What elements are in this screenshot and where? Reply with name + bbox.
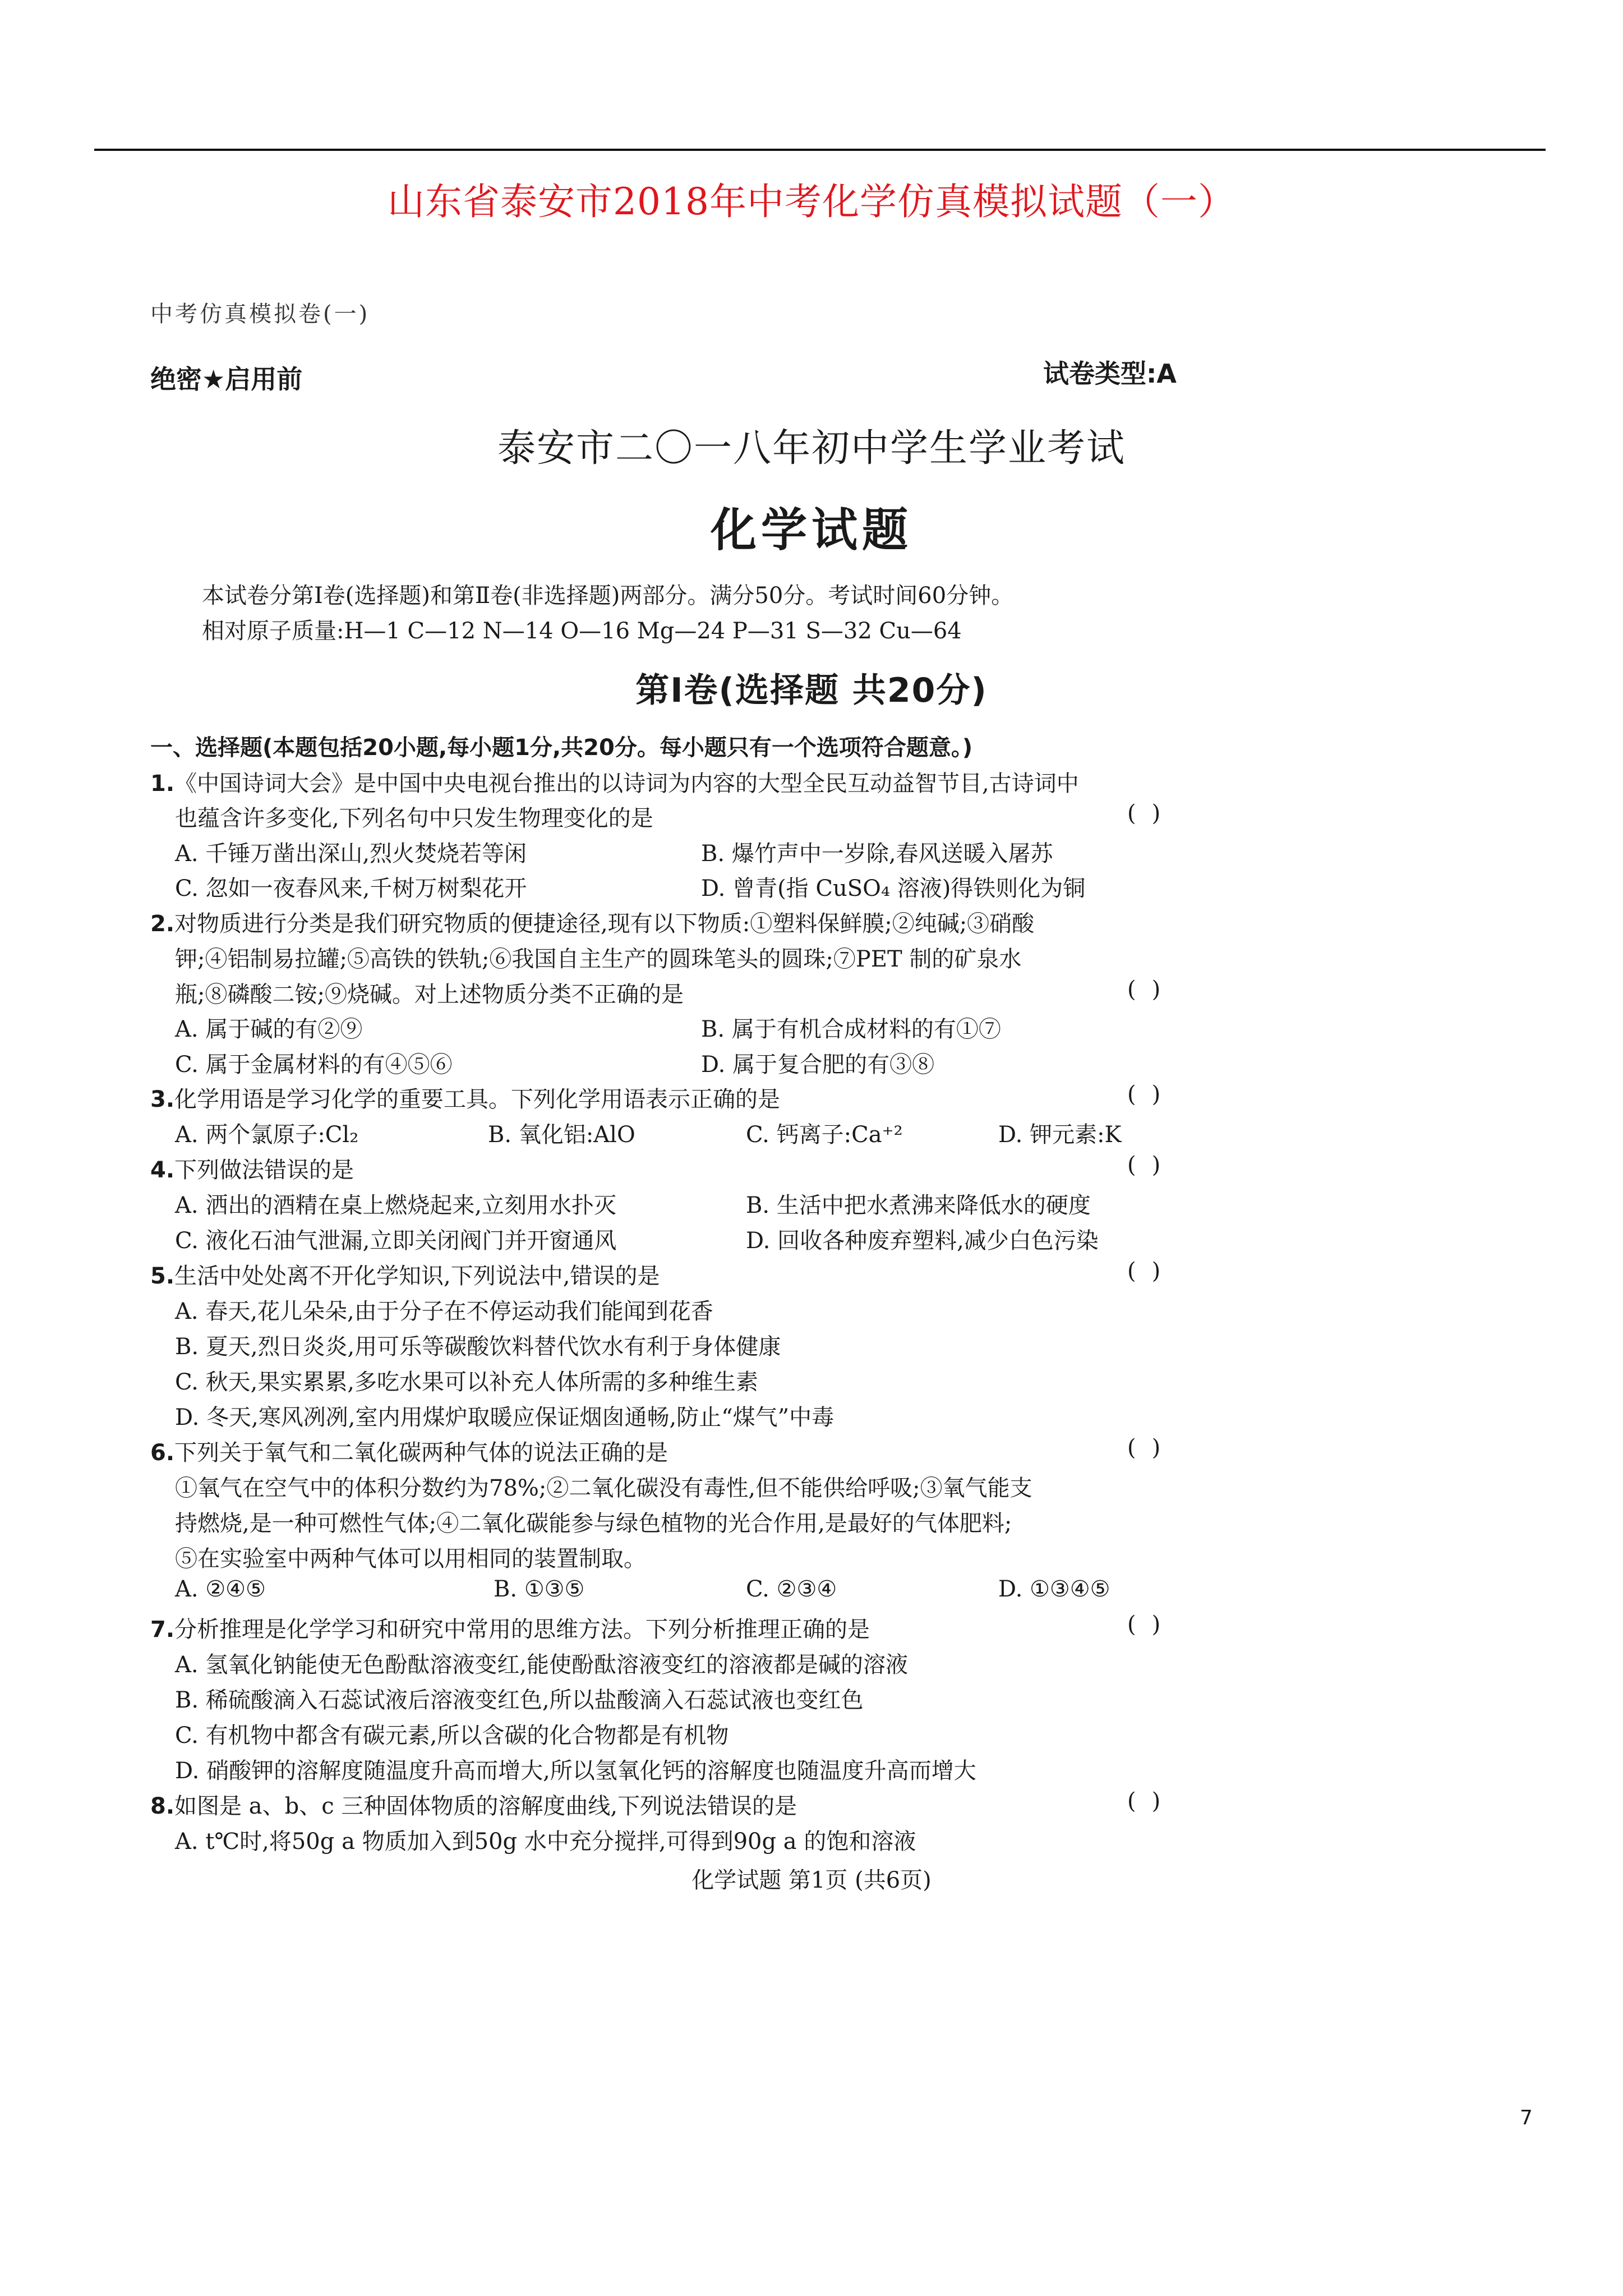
answer-blank: (): [1127, 1435, 1177, 1461]
option: D. 曾青(指 CuSO₄ 溶液)得铁则化为铜: [701, 876, 1086, 901]
question-stem: 下列关于氧气和二氧化碳两种气体的说法正确的是: [174, 1440, 668, 1466]
question-line: [150, 766, 1079, 798]
option: D. ①③④⑤: [998, 1576, 1110, 1602]
question-number: 5.: [150, 1263, 175, 1289]
option: B. ①③⑤: [494, 1576, 585, 1602]
question-number: 7.: [150, 1617, 175, 1642]
answer-blank: (): [1127, 1082, 1177, 1107]
intro-line: 本试卷分第Ⅰ卷(选择题)和第Ⅱ卷(非选择题)两部分。满分50分。考试时间60分钟。: [202, 583, 1014, 609]
question-stem: 化学用语是学习化学的重要工具。下列化学用语表示正确的是: [174, 1087, 781, 1112]
question-line: [150, 1082, 780, 1114]
paper-type-label: 试卷类型:A: [1043, 358, 1177, 389]
question-number: 8.: [150, 1793, 175, 1819]
part-heading: 第Ⅰ卷(选择题 共20分): [635, 671, 988, 710]
option: C. 属于金属材料的有④⑤⑥: [175, 1052, 453, 1078]
document-title: 山东省泰安市2018年中考化学仿真模拟试题（一）: [388, 180, 1235, 223]
answer-blank: (): [1127, 800, 1177, 826]
option: A. ②④⑤: [175, 1576, 266, 1602]
option: A. 春天,花儿朵朵,由于分子在不停运动我们能闻到花香: [175, 1299, 713, 1324]
section-instructions: 一、选择题(本题包括20小题,每小题1分,共20分。每小题只有一个选项符合题意。): [150, 735, 973, 761]
question-line: [150, 1258, 660, 1290]
option: A. 洒出的酒精在桌上燃烧起来,立刻用水扑灭: [175, 1193, 617, 1218]
answer-blank: (): [1127, 1612, 1177, 1637]
question-number: 6.: [150, 1440, 175, 1466]
option: A. 属于碱的有②⑨: [175, 1016, 363, 1042]
question-number: 2.: [150, 911, 175, 937]
question-line: 也蕴含许多变化,下列名句中只发生物理变化的是: [175, 806, 653, 831]
option: A. 千锤万凿出深山,烈火焚烧若等闲: [175, 841, 527, 867]
question-number: 1.: [150, 771, 175, 797]
answer-blank: (): [1127, 1152, 1177, 1178]
option: B. 夏天,烈日炎炎,用可乐等碳酸饮料替代饮水有利于身体健康: [175, 1334, 781, 1360]
answer-blank: (): [1127, 1788, 1177, 1814]
option: C. ②③④: [746, 1576, 837, 1602]
question-line: [150, 1788, 797, 1820]
question-line: [150, 1152, 354, 1184]
option: A. 两个氯原子:Cl₂: [175, 1122, 359, 1148]
subject-title: 化学试题: [710, 504, 912, 557]
option: C. 钙离子:Ca⁺²: [746, 1122, 903, 1148]
option: A. 氢氧化钠能使无色酚酞溶液变红,能使酚酞溶液变红的溶液都是碱的溶液: [175, 1652, 909, 1678]
option: C. 忽如一夜春风来,千树万树梨花开: [175, 876, 527, 901]
question-stem: 生活中处处离不开化学知识,下列说法中,错误的是: [174, 1263, 660, 1289]
option: B. 生活中把水煮沸来降低水的硬度: [746, 1193, 1091, 1218]
question-line: 瓶;⑧磷酸二铵;⑨烧碱。对上述物质分类不正确的是: [175, 982, 684, 1007]
question-line: ⑤在实验室中两种气体可以用相同的装置制取。: [175, 1546, 646, 1572]
option: B. 爆竹声中一岁除,春风送暖入屠苏: [701, 841, 1053, 867]
answer-blank: (): [1127, 1258, 1177, 1284]
secret-label: 绝密★启用前: [150, 364, 303, 394]
question-line: [150, 1612, 870, 1644]
option: D. 回收各种废弃塑料,减少白色污染: [746, 1228, 1099, 1254]
question-stem: 分析推理是化学学习和研究中常用的思维方法。下列分析推理正确的是: [174, 1617, 870, 1642]
option: B. 属于有机合成材料的有①⑦: [701, 1016, 1001, 1042]
question-line: [150, 1435, 668, 1467]
question-line: 钾;④铝制易拉罐;⑤高铁的铁轨;⑥我国自主生产的圆珠笔头的圆珠;⑦PET 制的矿泉水: [175, 946, 1022, 972]
option: D. 钾元素:K: [998, 1122, 1122, 1148]
option: D. 属于复合肥的有③⑧: [701, 1052, 935, 1078]
option: D. 硝酸钾的溶解度随温度升高而增大,所以氢氧化钙的溶解度也随温度升高而增大: [175, 1758, 976, 1784]
option: A. t℃时,将50g a 物质加入到50g 水中充分搅拌,可得到90g a 的饱和溶液: [175, 1829, 916, 1855]
option: C. 有机物中都含有碳元素,所以含碳的化合物都是有机物: [175, 1723, 729, 1749]
option: B. 氧化铝:AlO: [488, 1122, 635, 1148]
question-line: 持燃烧,是一种可燃性气体;④二氧化碳能参与绿色植物的光合作用,是最好的气体肥料;: [175, 1511, 1012, 1536]
page-number: 7: [1520, 2106, 1533, 2129]
series-label: 中考仿真模拟卷(一): [150, 301, 370, 327]
atomic-mass-line: 相对原子质量:H—1 C—12 N—14 O—16 Mg—24 P—31 S—32 Cu—64: [202, 618, 962, 644]
exam-name: 泰安市二〇一八年初中学生学业考试: [497, 426, 1126, 471]
question-number: 4.: [150, 1157, 175, 1183]
top-rule: [94, 149, 1546, 151]
page-footer: 化学试题 第1页 (共6页): [691, 1867, 932, 1893]
question-stem: 下列做法错误的是: [174, 1157, 354, 1183]
question-stem: 《中国诗词大会》是中国中央电视台推出的以诗词为内容的大型全民互动益智节目,古诗词中: [174, 771, 1079, 797]
question-line: ①氧气在空气中的体积分数约为78%;②二氧化碳没有毒性,但不能供给呼吸;③氧气能支: [175, 1475, 1032, 1501]
option: B. 稀硫酸滴入石蕊试液后溶液变红色,所以盐酸滴入石蕊试液也变红色: [175, 1687, 864, 1713]
option: C. 秋天,果实累累,多吃水果可以补充人体所需的多种维生素: [175, 1369, 759, 1395]
question-stem: 如图是 a、b、c 三种固体物质的溶解度曲线,下列说法错误的是: [174, 1793, 797, 1819]
option: D. 冬天,寒风冽冽,室内用煤炉取暖应保证烟囱通畅,防止“煤气”中毒: [175, 1405, 834, 1430]
question-stem: 对物质进行分类是我们研究物质的便捷途径,现有以下物质:①塑料保鲜膜;②纯碱;③硝酸: [174, 911, 1035, 937]
question-line: [150, 906, 1034, 938]
answer-blank: (): [1127, 977, 1177, 1002]
option: C. 液化石油气泄漏,立即关闭阀门并开窗通风: [175, 1228, 617, 1254]
question-number: 3.: [150, 1087, 175, 1112]
